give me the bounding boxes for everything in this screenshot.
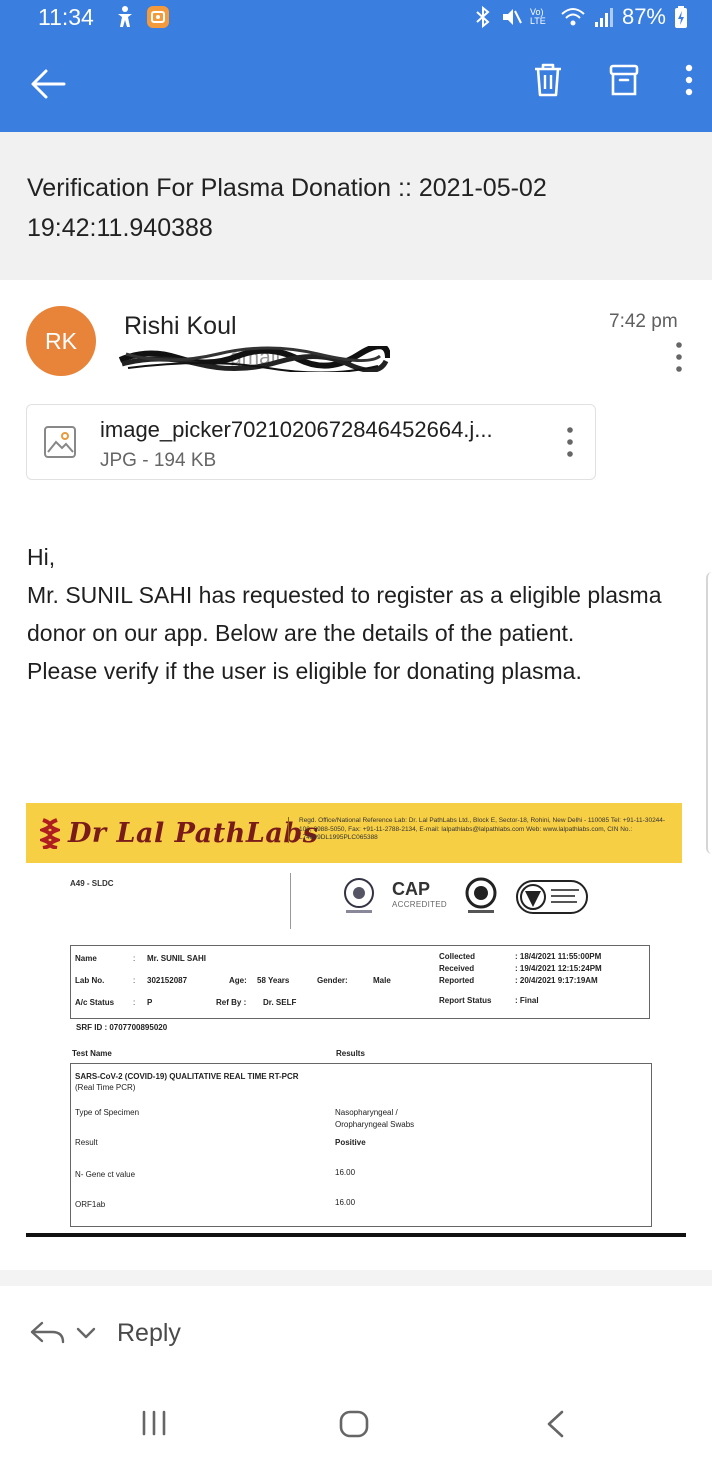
column-test-name: Test Name bbox=[72, 1049, 112, 1058]
attachment-filename: image_picker7021020672846452664.j... bbox=[100, 417, 493, 442]
label-age: Age: bbox=[229, 976, 247, 985]
reply-button[interactable]: Reply bbox=[117, 1319, 181, 1347]
colon: : bbox=[133, 954, 136, 963]
avatar[interactable]: RK bbox=[26, 306, 96, 376]
label-ref-by: Ref By : bbox=[216, 998, 247, 1007]
bsi-certification-icon bbox=[515, 879, 589, 915]
status-bar bbox=[0, 0, 712, 36]
result-label: ORF1ab bbox=[75, 1200, 106, 1209]
app-notification-icon bbox=[146, 5, 170, 29]
status-time: 11:34 bbox=[38, 4, 94, 30]
back-nav-icon[interactable] bbox=[544, 1410, 566, 1438]
srf-id: SRF ID : 0707700895020 bbox=[76, 1023, 168, 1032]
label-gender: Gender: bbox=[317, 976, 348, 985]
wifi-icon bbox=[560, 6, 586, 28]
email-subject: Verification For Plasma Donation :: 2021-05-02 19:42:11.940388 bbox=[27, 174, 547, 242]
battery-charging-icon bbox=[674, 5, 688, 29]
report-divider bbox=[290, 873, 291, 929]
app-bar bbox=[0, 0, 712, 132]
result-value: 16.00 bbox=[335, 1168, 356, 1177]
email-body bbox=[27, 538, 687, 690]
result-label: N- Gene ct value bbox=[75, 1170, 136, 1179]
attachment-more-icon[interactable] bbox=[561, 425, 579, 459]
chevron-down-icon[interactable] bbox=[76, 1324, 96, 1342]
value-collected: : 18/4/2021 11:55:00PM bbox=[515, 952, 602, 961]
reply-icon[interactable] bbox=[28, 1320, 66, 1346]
lab-address: Regd. Office/National Reference Lab: Dr. Lal PathLabs Ltd., Block E, Sector-18, Rohini, New Delhi - 110085 Tel: +91-11-30244-100, 3988-5050, Fax: +91-11-2788-2134, E-mail: lalpathlabs@lalpathlabs.com Web: www.lalpathlabs.com, CIN No.: L74899DL1995PLC065388 bbox=[288, 817, 676, 843]
archive-icon[interactable] bbox=[608, 63, 640, 97]
result-label: Type of Specimen bbox=[75, 1108, 140, 1117]
result-value: Oropharyngeal Swabs bbox=[335, 1120, 415, 1129]
image-file-icon bbox=[43, 425, 77, 459]
results-box bbox=[70, 1063, 652, 1227]
body-greeting: Hi, bbox=[27, 544, 56, 570]
lab-brand-name: Dr Lal PathLabs bbox=[68, 817, 319, 849]
column-results: Results bbox=[336, 1049, 365, 1058]
value-received: : 19/4/2021 12:15:24PM bbox=[515, 964, 602, 973]
body-paragraph-2: Please verify if the user is eligible for donating plasma. bbox=[27, 658, 582, 684]
value-reported: : 20/4/2021 9:17:19AM bbox=[515, 976, 598, 985]
test-subtitle: (Real Time PCR) bbox=[75, 1083, 136, 1092]
colon: : bbox=[133, 998, 136, 1007]
lte-label: Vo) LTE bbox=[529, 7, 546, 26]
label-report-status: Report Status bbox=[439, 996, 492, 1005]
colon: : bbox=[133, 976, 136, 985]
value-gender: Male bbox=[373, 976, 391, 985]
message-more-icon[interactable] bbox=[670, 340, 688, 374]
sender-email[interactable] bbox=[118, 346, 390, 372]
attachment-meta: JPG - 194 KB bbox=[100, 450, 217, 471]
report-code: A49 - SLDC bbox=[70, 879, 114, 888]
sender-email-text: gmail bbox=[230, 346, 281, 369]
mute-icon bbox=[500, 5, 522, 29]
recent-apps-icon[interactable] bbox=[140, 1410, 168, 1436]
result-value: Positive bbox=[335, 1138, 366, 1147]
accreditation-logos bbox=[342, 877, 589, 917]
result-value: Nasopharyngeal / bbox=[335, 1108, 398, 1117]
iso-seal-icon bbox=[463, 877, 499, 917]
label-received: Received bbox=[439, 964, 475, 973]
sender-name[interactable]: Rishi Koul bbox=[124, 312, 237, 340]
label-reported: Reported bbox=[439, 976, 475, 985]
lab-logo-icon bbox=[40, 817, 60, 849]
cap-text: CAP bbox=[392, 879, 431, 899]
attachment-card[interactable] bbox=[26, 404, 596, 480]
reply-bar bbox=[0, 1286, 712, 1380]
result-label: Result bbox=[75, 1138, 98, 1147]
scroll-edge-indicator bbox=[706, 572, 712, 854]
nabl-seal-icon bbox=[342, 877, 376, 917]
cap-accredited-logo bbox=[392, 881, 447, 913]
value-ref-by: Dr. SELF bbox=[263, 998, 297, 1007]
result-value: 16.00 bbox=[335, 1198, 356, 1207]
value-name: Mr. SUNIL SAHI bbox=[147, 954, 206, 963]
patient-info-box bbox=[70, 945, 650, 1019]
subject-header bbox=[0, 132, 712, 280]
test-title: SARS-CoV-2 (COVID-19) QUALITATIVE REAL TIME RT-PCR bbox=[75, 1072, 299, 1081]
value-report-status: : Final bbox=[515, 996, 539, 1005]
value-age: 58 Years bbox=[257, 976, 290, 985]
cap-subtext: ACCREDITED bbox=[392, 900, 448, 909]
report-header bbox=[26, 803, 682, 863]
arrow-left-icon[interactable] bbox=[28, 66, 68, 102]
label-collected: Collected bbox=[439, 952, 476, 961]
body-paragraph-1: Mr. SUNIL SAHI has requested to register as a eligible plasma donor on our app. Below are the details of the patient. bbox=[27, 582, 662, 646]
label-lab-no: Lab No. bbox=[75, 976, 105, 985]
signal-icon bbox=[594, 6, 614, 28]
accessibility-icon bbox=[114, 5, 136, 29]
value-ac-status: P bbox=[147, 998, 153, 1007]
battery-level: 87% bbox=[621, 4, 666, 29]
message-time: 7:42 pm bbox=[609, 311, 678, 332]
system-nav-bar bbox=[0, 1380, 712, 1464]
home-icon[interactable] bbox=[338, 1410, 370, 1438]
section-divider bbox=[0, 1270, 712, 1286]
label-name: Name bbox=[75, 954, 97, 963]
trash-icon[interactable] bbox=[532, 62, 564, 98]
bluetooth-icon bbox=[474, 5, 492, 29]
lab-report-image[interactable] bbox=[26, 803, 686, 1237]
value-lab-no: 302152087 bbox=[147, 976, 188, 985]
label-ac-status: A/c Status bbox=[75, 998, 115, 1007]
more-vert-icon[interactable] bbox=[684, 64, 694, 96]
redaction-scribble bbox=[118, 346, 390, 372]
